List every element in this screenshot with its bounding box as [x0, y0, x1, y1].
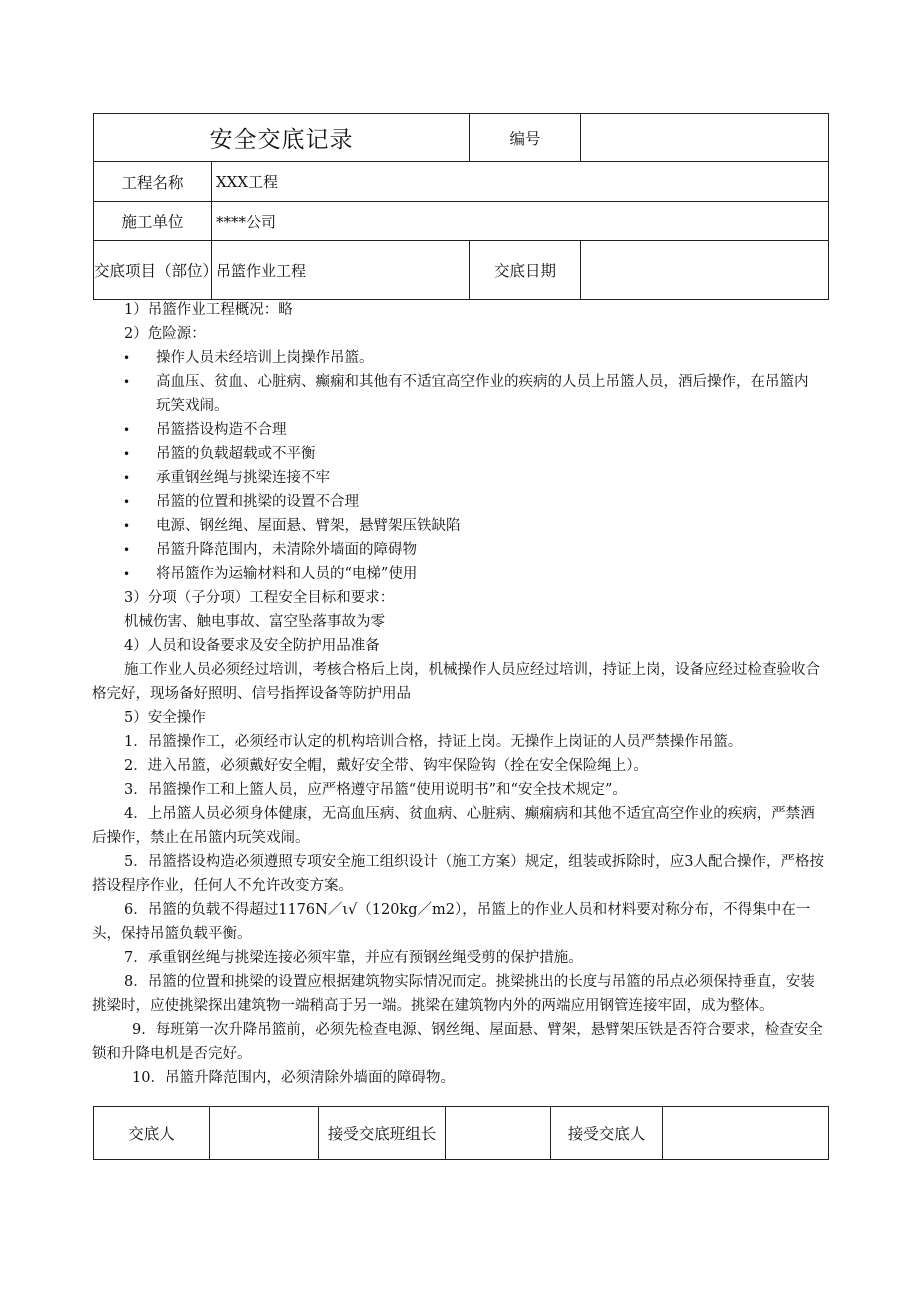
hazard-list: [92, 346, 832, 586]
section-requirements-heading: 4）人员和设备要求及安全防护用品准备: [124, 638, 380, 654]
giver-label: 交底人: [94, 1107, 210, 1160]
bullet-icon: •: [123, 471, 131, 485]
number-value: [581, 114, 829, 162]
hazard-item: • 将吊篮作为运输材料和人员的“电梯”使用: [92, 562, 832, 586]
section-overview: 1）吊篮作业工程概况：略: [124, 302, 293, 318]
hazard-item: • 吊篮升降范围内，未清除外墙面的障碍物: [92, 538, 832, 562]
team-leader-label: 接受交底班组长: [319, 1107, 446, 1160]
hazard-item: • 吊篮的负载超载或不平衡: [92, 442, 832, 466]
company-value: ****公司: [212, 202, 829, 241]
bullet-icon: •: [123, 543, 131, 557]
operation-step: 4．上吊篮人员必须身体健康，无高血压病、贫血病、心脏病、癫痫病和其他不适宜高空作业的疾病，严禁酒后操作，禁止在吊篮内玩笑戏闹。: [92, 806, 815, 846]
section-hazards-heading: 2）危险源：: [124, 326, 206, 342]
operation-step: 6．吊篮的负载不得超过1176N／ι√（120kg／m2），吊篮上的作业人员和材料要对称分布，不得集中在一头，保持吊篮负载平衡。: [92, 902, 811, 942]
hazard-item: • 高血压、贫血、心脏病、癫痫和其他有不适宜高空作业的疾病的人员上吊篮人员，酒后操作，在吊篮内玩笑戏闹。: [92, 370, 832, 418]
operation-step: 9．每班第一次升降吊篮前，必须先检查电源、钢丝绳、屋面悬、臂架，悬臂架压铁是否符合要求，检查安全锁和升降电机是否完好。: [92, 1022, 823, 1062]
bullet-icon: •: [123, 519, 131, 533]
hazard-item: • 吊篮的位置和挑梁的设置不合理: [92, 490, 832, 514]
project-name-value: XXX工程: [212, 162, 829, 202]
receiver-signature-field[interactable]: [663, 1107, 829, 1160]
operation-step: 5．吊篮搭设构造必须遵照专项安全施工组织设计（施工方案）规定，组装或拆除时，应3人配合操作，严格按搭设程序作业，任何人不允许改变方案。: [92, 854, 824, 894]
bullet-icon: •: [123, 495, 131, 509]
date-label: 交底日期: [470, 241, 581, 300]
operation-step: 8．吊篮的位置和挑梁的设置应根据建筑物实际情况而定。挑梁挑出的长度与吊篮的吊点必须保持垂直，安装挑梁时，应使挑梁探出建筑物一端稍高于另一端。挑梁在建筑物内外的两端应用钢管连接牢固，成为整体。: [92, 974, 815, 1014]
item-label: 交底项目（部位）: [94, 241, 212, 300]
operation-step: 10．吊篮升降范围内，必须清除外墙面的障碍物。: [132, 1070, 455, 1086]
header-table: [93, 113, 829, 300]
number-label: 编号: [470, 114, 581, 162]
giver-signature-field[interactable]: [210, 1107, 319, 1160]
bullet-icon: •: [123, 423, 131, 437]
page-title: 安全交底记录: [94, 114, 470, 162]
receiver-label: 接受交底人: [551, 1107, 663, 1160]
bullet-icon: •: [123, 447, 131, 461]
bullet-icon: •: [123, 375, 131, 389]
hazard-item: • 吊篮搭设构造不合理: [92, 418, 832, 442]
hazard-item: • 操作人员未经培训上岗操作吊篮。: [92, 346, 832, 370]
section-requirements-text: 施工作业人员必须经过培训，考核合格后上岗，机械操作人员应经过培训，持证上岗，设备应经过检查验收合格完好，现场备好照明、信号指挥设备等防护用品: [92, 662, 820, 702]
operation-step: 2．进入吊篮，必须戴好安全帽，戴好安全带、钩牢保险钩（拴在安全保险绳上）。: [124, 758, 648, 774]
hazard-item: • 电源、钢丝绳、屋面悬、臂架，悬臂架压铁缺陷: [92, 514, 832, 538]
document-body: [92, 298, 832, 1090]
team-leader-signature-field[interactable]: [446, 1107, 551, 1160]
section-operations-heading: 5）安全操作: [124, 710, 206, 726]
bullet-icon: •: [123, 351, 131, 365]
date-value: [581, 241, 829, 300]
project-name-label: 工程名称: [94, 162, 212, 202]
operation-step: 1．吊篮操作工，必须经市认定的机构培训合格，持证上岗。无操作上岗证的人员严禁操作吊篮。: [124, 734, 743, 750]
hazard-item: • 承重钢丝绳与挑梁连接不牢: [92, 466, 832, 490]
bullet-icon: •: [123, 567, 131, 581]
operation-step: 7．承重钢丝绳与挑梁连接必须牢靠，并应有预钢丝绳受剪的保护措施。: [124, 950, 583, 966]
section-goals-heading: 3）分项（子分项）工程安全目标和要求：: [124, 590, 395, 606]
company-label: 施工单位: [94, 202, 212, 241]
operation-step: 3．吊篮操作工和上篮人员，应严格遵守吊篮“使用说明书”和“安全技术规定”。: [124, 782, 627, 798]
section-goals-text: 机械伤害、触电事故、富空坠落事故为零: [124, 614, 385, 630]
item-value: 吊篮作业工程: [212, 241, 470, 300]
signature-table: [93, 1106, 829, 1160]
